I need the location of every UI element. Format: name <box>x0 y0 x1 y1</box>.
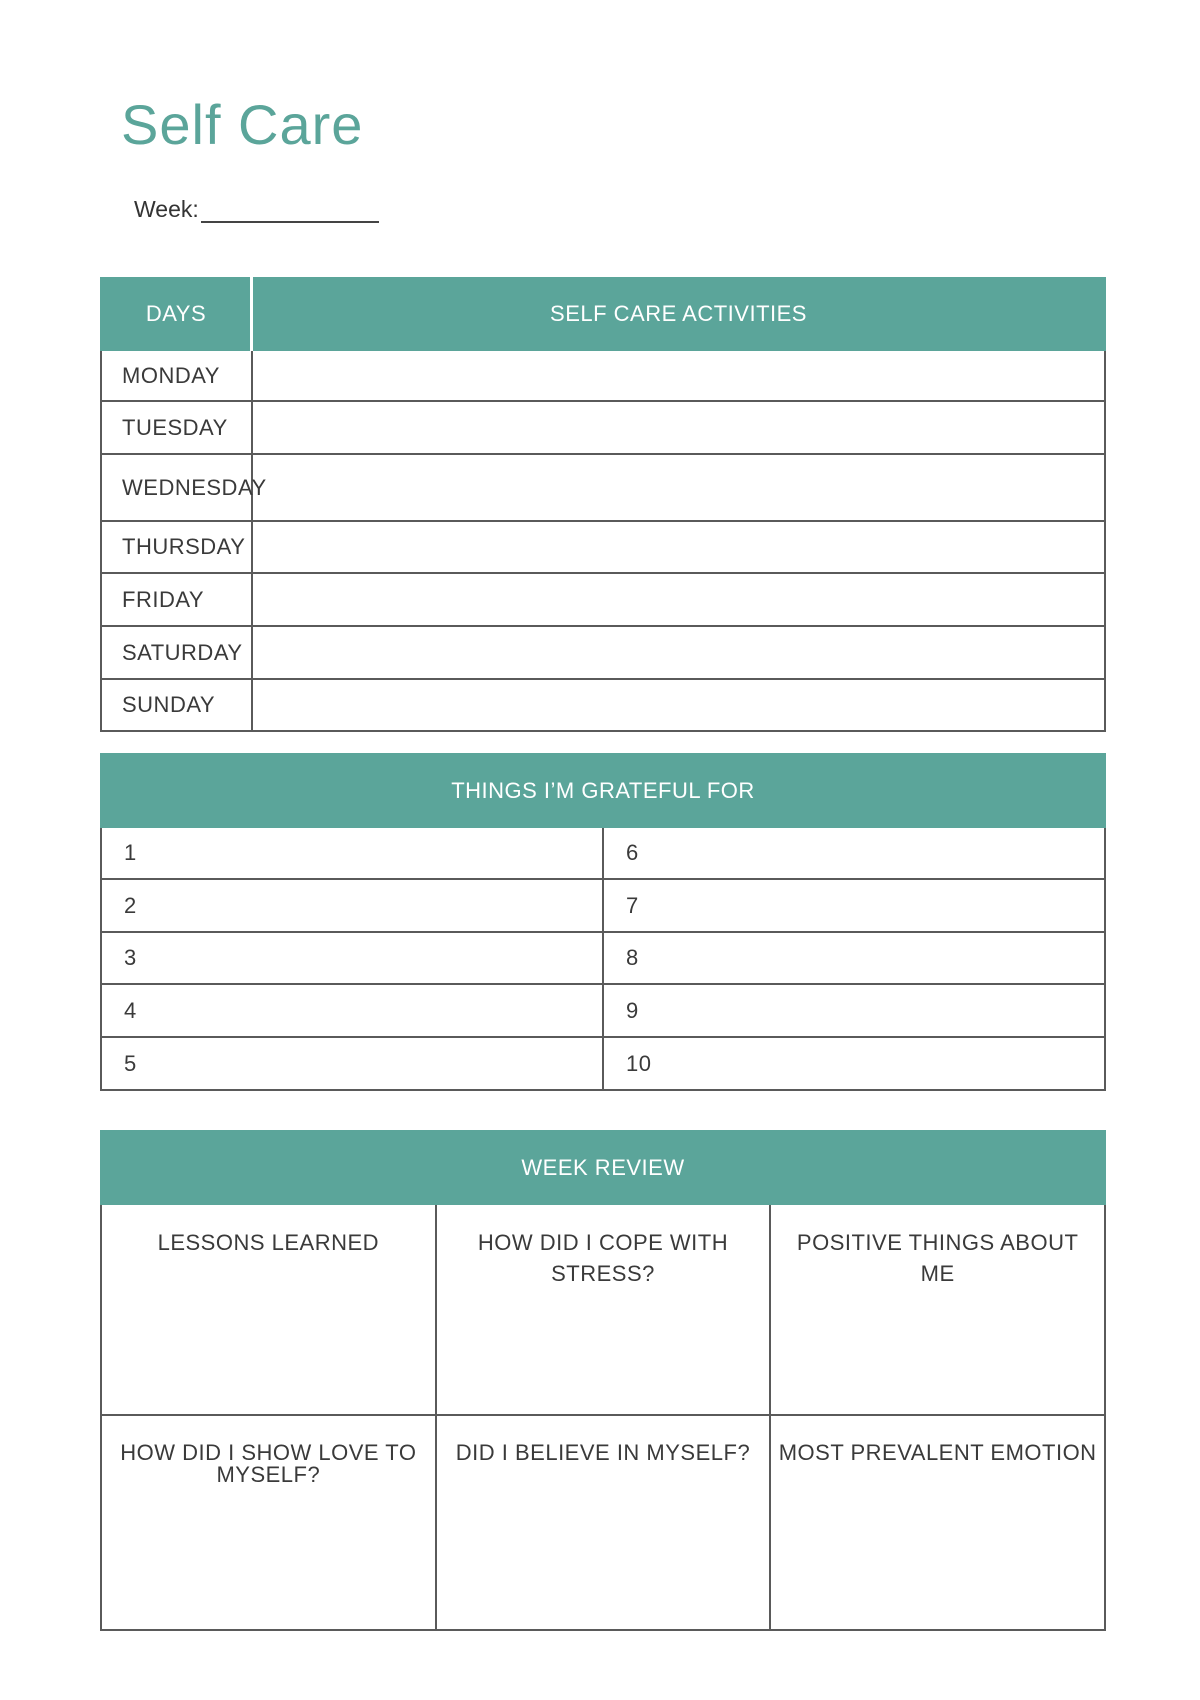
week-field <box>134 196 379 223</box>
activities-header: SELF CARE ACTIVITIES <box>252 278 1106 350</box>
day-wednesday: WEDNESDAY <box>101 454 252 521</box>
grateful-item[interactable]: 7 <box>603 879 1105 932</box>
day-tuesday: TUESDAY <box>101 401 252 454</box>
grateful-item[interactable]: 4 <box>101 984 603 1037</box>
show-love-cell[interactable]: HOW DID I SHOW LOVE TO MYSELF? <box>101 1415 436 1630</box>
self-care-days-table <box>100 277 1106 732</box>
grateful-header: THINGS I’M GRATEFUL FOR <box>101 754 1105 827</box>
grateful-item[interactable]: 8 <box>603 932 1105 984</box>
grateful-item[interactable]: 10 <box>603 1037 1105 1090</box>
grateful-item[interactable]: 5 <box>101 1037 603 1090</box>
lessons-learned-cell[interactable]: LESSONS LEARNED <box>101 1204 436 1415</box>
days-header: DAYS <box>101 278 252 350</box>
prevalent-emotion-cell[interactable]: MOST PREVALENT EMOTION <box>770 1415 1105 1630</box>
activity-cell-tuesday[interactable] <box>252 401 1106 454</box>
week-label: Week: <box>134 196 199 222</box>
cope-with-stress-cell[interactable]: HOW DID I COPE WITH STRESS? <box>436 1204 771 1415</box>
grateful-item[interactable]: 1 <box>101 827 603 879</box>
activity-cell-saturday[interactable] <box>252 626 1106 679</box>
grateful-table <box>100 753 1106 1091</box>
day-friday: FRIDAY <box>101 573 252 626</box>
page-title: Self Care <box>121 93 364 156</box>
activity-cell-wednesday[interactable] <box>252 454 1106 521</box>
grateful-item[interactable]: 6 <box>603 827 1105 879</box>
week-review-table <box>100 1130 1106 1631</box>
grateful-item[interactable]: 2 <box>101 879 603 932</box>
positive-things-cell[interactable]: POSITIVE THINGS ABOUT ME <box>770 1204 1105 1415</box>
day-monday: MONDAY <box>101 350 252 401</box>
activity-cell-sunday[interactable] <box>252 679 1106 731</box>
grateful-item[interactable]: 3 <box>101 932 603 984</box>
activity-cell-friday[interactable] <box>252 573 1106 626</box>
activity-cell-monday[interactable] <box>252 350 1106 401</box>
grateful-item[interactable]: 9 <box>603 984 1105 1037</box>
believe-in-myself-cell[interactable]: DID I BELIEVE IN MYSELF? <box>436 1415 771 1630</box>
activity-cell-thursday[interactable] <box>252 521 1106 573</box>
day-thursday: THURSDAY <box>101 521 252 573</box>
week-review-header: WEEK REVIEW <box>101 1131 1105 1204</box>
week-input-line[interactable] <box>201 199 379 223</box>
day-saturday: SATURDAY <box>101 626 252 679</box>
day-sunday: SUNDAY <box>101 679 252 731</box>
